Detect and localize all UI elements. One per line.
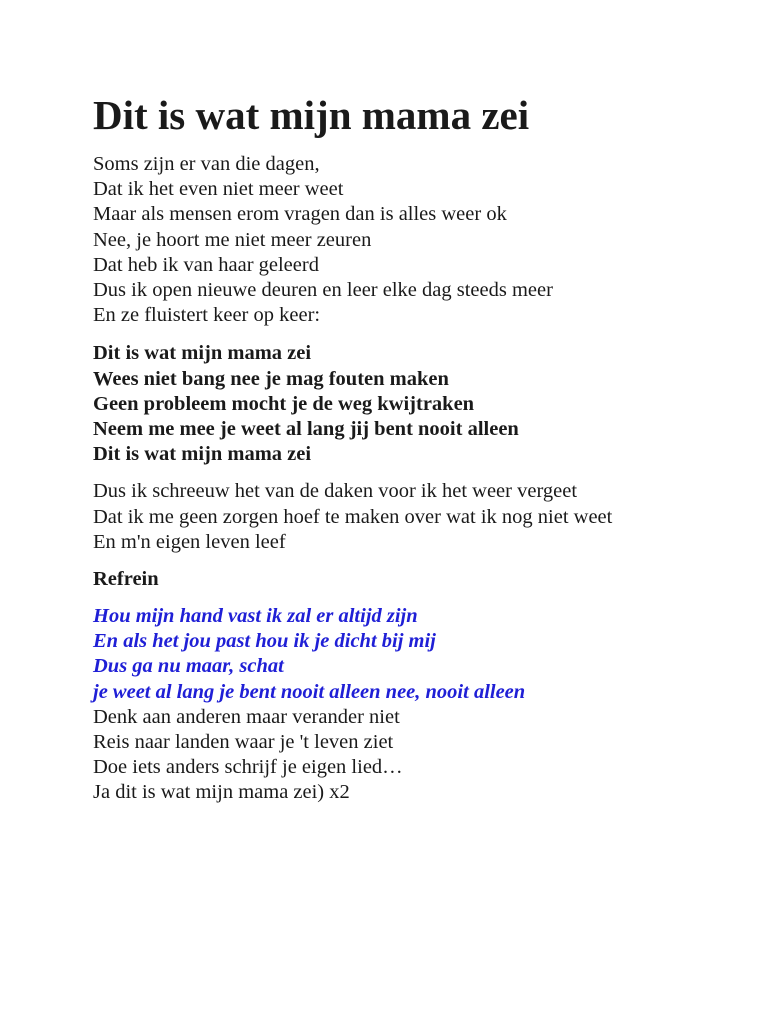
verse-line: Dat ik het even niet meer weet (93, 178, 344, 201)
verse-line: Nee, je hoort me niet meer zeuren (93, 228, 372, 251)
verse-1 (93, 152, 733, 328)
verse-line: Dus ik schreeuw het van de daken voor ik het weer vergeet (93, 480, 578, 503)
verse-2 (93, 479, 733, 555)
refrein-line: Doe iets anders schrijf je eigen lied… (93, 756, 403, 779)
refrein-line-highlighted: je weet al lang je bent nooit alleen nee, nooit alleen (93, 680, 526, 703)
chorus-line: Geen probleem mocht je de weg kwijtraken (93, 392, 475, 415)
verse-line: Maar als mensen erom vragen dan is alles weer ok (93, 203, 507, 226)
verse-line: Soms zijn er van die dagen, (93, 153, 320, 175)
verse-line: Dus ik open nieuwe deuren en leer elke dag steeds meer (93, 279, 553, 302)
chorus-line: Wees niet bang nee je mag fouten maken (93, 367, 449, 390)
refrein-line-highlighted: En als het jou past hou ik je dicht bij mij (93, 630, 436, 653)
verse-line: Dat heb ik van haar geleerd (93, 253, 319, 276)
refrein-line-highlighted: Dus ga nu maar, schat (93, 655, 284, 678)
refrein-line: Denk aan anderen maar verander niet (93, 705, 400, 728)
page-title: Dit is wat mijn mama zei (93, 92, 530, 138)
refrein-line: Reis naar landen waar je 't leven ziet (93, 731, 394, 754)
chorus-line: Dit is wat mijn mama zei (93, 443, 312, 466)
verse-line: En ze fluistert keer op keer: (93, 304, 321, 327)
refrein-heading: Refrein (93, 568, 159, 591)
chorus-line: Neem me mee je weet al lang jij bent nooit alleen (93, 418, 519, 441)
refrein-line: Ja dit is wat mijn mama zei) x2 (93, 781, 350, 804)
refrein (93, 604, 733, 806)
verse-line: Dat ik me geen zorgen hoef te maken over wat ik nog niet weet (93, 505, 613, 528)
lyrics-page (93, 88, 733, 806)
refrein-line-highlighted: Hou mijn hand vast ik zal er altijd zijn (93, 605, 418, 628)
chorus (93, 341, 733, 467)
chorus-line: Dit is wat mijn mama zei (93, 342, 312, 365)
verse-line: En m'n eigen leven leef (93, 530, 286, 553)
